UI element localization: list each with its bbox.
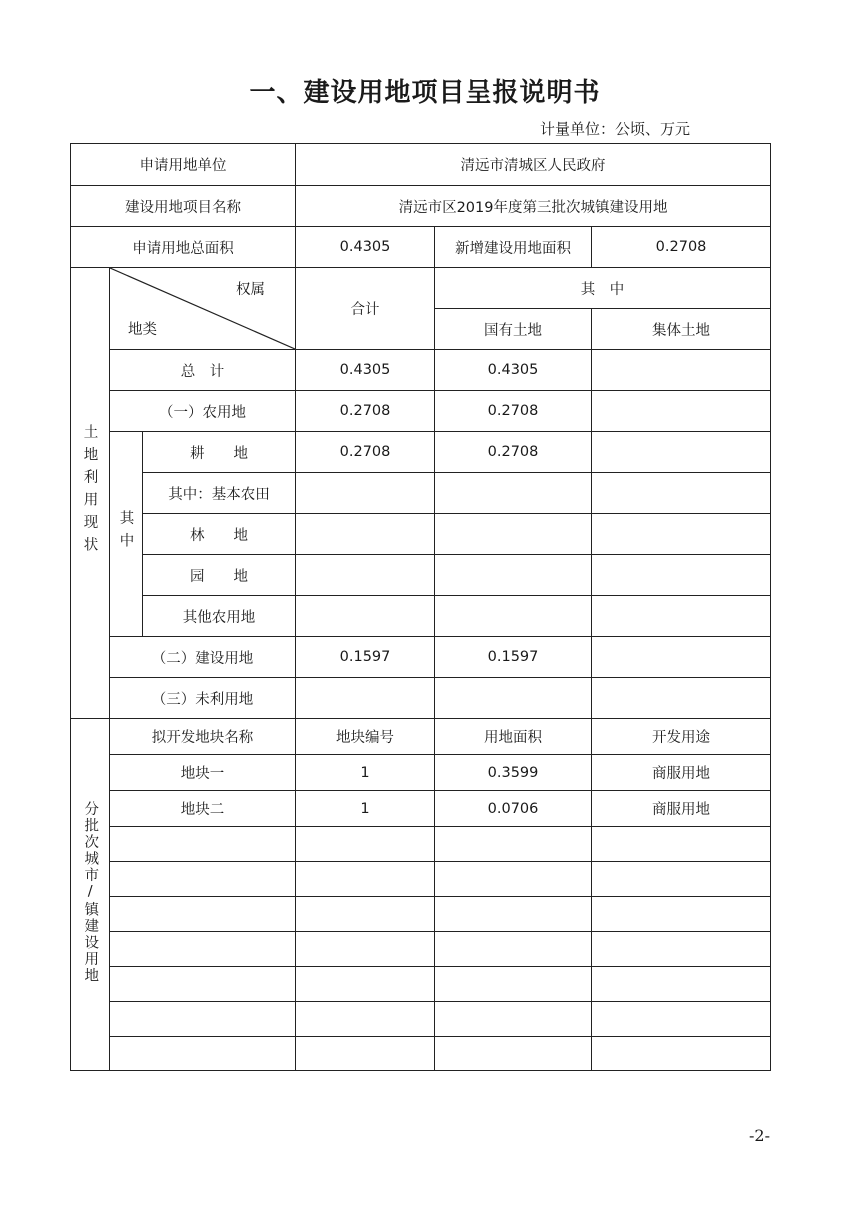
applicant-label: 申请用地单位: [71, 144, 296, 186]
row-state: 0.1597: [435, 637, 592, 678]
col-collective-header: 集体土地: [592, 309, 771, 350]
empty-cell: [110, 1037, 296, 1071]
empty-cell: [435, 1002, 592, 1037]
document-title: 一、建设用地项目呈报说明书: [249, 78, 601, 108]
empty-cell: [110, 967, 296, 1002]
land-use-section-label: [71, 268, 110, 719]
empty-cell: [592, 1037, 771, 1071]
row-label: （三）未利用地: [110, 678, 296, 719]
parcel-name: 地块一: [110, 755, 296, 791]
empty-cell: [435, 932, 592, 967]
empty-cell: [435, 1037, 592, 1071]
empty-cell: [592, 862, 771, 897]
empty-cell: [435, 897, 592, 932]
row-state: [435, 473, 592, 514]
row-collective: [592, 473, 771, 514]
empty-cell: [296, 827, 435, 862]
empty-cell: [110, 827, 296, 862]
batch-col-number: 地块编号: [296, 719, 435, 755]
batch-section-text: 分批次城市/镇建设用地: [82, 801, 99, 984]
col-total-header: 合计: [296, 268, 435, 350]
project-name-value: 清远市区2019年度第三批次城镇建设用地: [296, 186, 771, 227]
row-label: （二）建设用地: [110, 637, 296, 678]
empty-cell: [296, 1037, 435, 1071]
row-state: [435, 678, 592, 719]
row-label: 其中：基本农田: [143, 473, 296, 514]
parcel-area: 0.0706: [435, 791, 592, 827]
row-label: 总 计: [110, 350, 296, 391]
parcel-area: 0.3599: [435, 755, 592, 791]
row-collective: [592, 678, 771, 719]
row-collective: [592, 350, 771, 391]
empty-cell: [435, 967, 592, 1002]
empty-cell: [592, 897, 771, 932]
batch-col-name: 拟开发地块名称: [110, 719, 296, 755]
new-area-value: 0.2708: [592, 227, 771, 268]
empty-cell: [110, 897, 296, 932]
parcel-name: 地块二: [110, 791, 296, 827]
row-label: 其他农用地: [143, 596, 296, 637]
empty-cell: [592, 827, 771, 862]
row-total: [296, 555, 435, 596]
empty-cell: [435, 827, 592, 862]
row-total: [296, 678, 435, 719]
total-area-value: 0.4305: [296, 227, 435, 268]
row-collective: [592, 432, 771, 473]
empty-cell: [435, 862, 592, 897]
row-state: [435, 514, 592, 555]
empty-cell: [296, 967, 435, 1002]
sub-among-label: [110, 432, 143, 637]
page-number: -2-: [749, 1126, 770, 1145]
row-total: 0.2708: [296, 432, 435, 473]
land-use-section-text: 土地利用现状: [81, 423, 98, 559]
project-name-label: 建设用地项目名称: [71, 186, 296, 227]
empty-cell: [110, 932, 296, 967]
empty-cell: [110, 862, 296, 897]
empty-cell: [296, 897, 435, 932]
diagonal-header-cell: [110, 268, 296, 350]
col-among-header: 其 中: [435, 268, 771, 309]
empty-cell: [592, 1002, 771, 1037]
parcel-number: 1: [296, 791, 435, 827]
empty-cell: [110, 1002, 296, 1037]
row-label: 林 地: [143, 514, 296, 555]
row-collective: [592, 637, 771, 678]
row-collective: [592, 596, 771, 637]
empty-cell: [296, 932, 435, 967]
row-total: [296, 514, 435, 555]
row-total: 0.4305: [296, 350, 435, 391]
parcel-use: 商服用地: [592, 791, 771, 827]
applicant-value: 清远市清城区人民政府: [296, 144, 771, 186]
empty-cell: [296, 1002, 435, 1037]
diag-landtype-label: 地类: [128, 322, 157, 338]
parcel-number: 1: [296, 755, 435, 791]
project-report-table: [70, 143, 771, 1071]
batch-col-use: 开发用途: [592, 719, 771, 755]
empty-cell: [592, 932, 771, 967]
measurement-unit: 计量单位：公顷、万元: [539, 120, 690, 138]
sub-among-text: 其中: [117, 509, 134, 555]
parcel-use: 商服用地: [592, 755, 771, 791]
row-state: 0.2708: [435, 391, 592, 432]
empty-cell: [592, 967, 771, 1002]
row-total: [296, 596, 435, 637]
col-state-header: 国有土地: [435, 309, 592, 350]
row-total: 0.1597: [296, 637, 435, 678]
row-collective: [592, 391, 771, 432]
row-total: 0.2708: [296, 391, 435, 432]
row-state: 0.2708: [435, 432, 592, 473]
row-label: （一）农用地: [110, 391, 296, 432]
row-state: 0.4305: [435, 350, 592, 391]
row-collective: [592, 555, 771, 596]
row-label: 耕 地: [143, 432, 296, 473]
total-area-label: 申请用地总面积: [71, 227, 296, 268]
row-total: [296, 473, 435, 514]
empty-cell: [296, 862, 435, 897]
batch-section-label: [71, 719, 110, 1071]
row-collective: [592, 514, 771, 555]
new-area-label: 新增建设用地面积: [435, 227, 592, 268]
row-state: [435, 596, 592, 637]
row-state: [435, 555, 592, 596]
batch-col-area: 用地面积: [435, 719, 592, 755]
row-label: 园 地: [143, 555, 296, 596]
diag-ownership-label: 权属: [236, 282, 266, 298]
